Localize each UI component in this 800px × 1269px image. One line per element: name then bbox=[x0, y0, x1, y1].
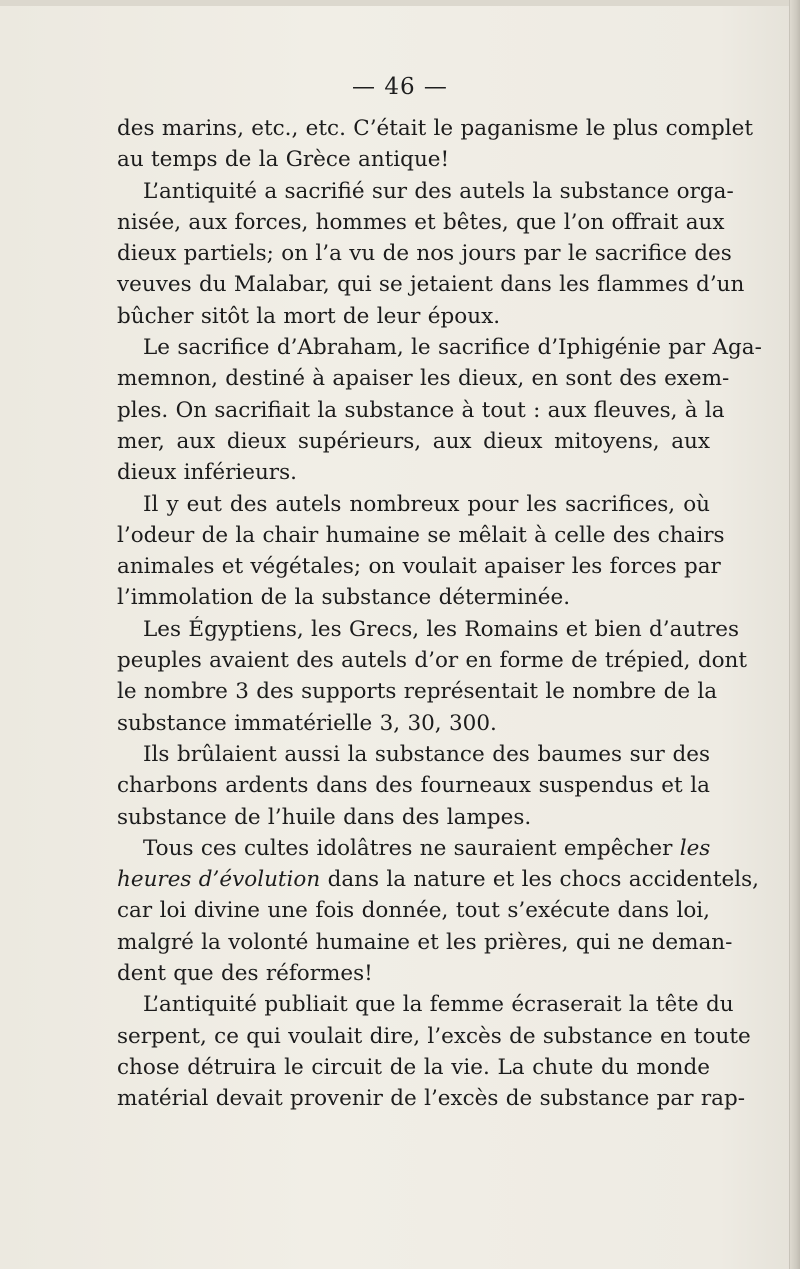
text-line: animales et végétales; on voulait apaiser les forces par bbox=[117, 554, 721, 580]
text-line: matérial devait provenir de l’excès de substance par rap- bbox=[117, 1086, 745, 1112]
text-line: des marins, etc., etc. C’était le paganisme le plus complet bbox=[117, 116, 754, 141]
text-line: substance de l’huile dans des lampes. bbox=[117, 804, 532, 830]
text-line: l’odeur de la chair humaine se mêlait à celle des chairs bbox=[117, 522, 725, 548]
italic-text: les bbox=[679, 835, 711, 861]
text-line bbox=[117, 833, 710, 864]
italic-text: heures d’évolution bbox=[117, 867, 321, 893]
page-right-edge bbox=[789, 0, 800, 1269]
text-line: car loi divine une fois donnée, tout s’exécute dans loi, bbox=[117, 898, 710, 924]
text-line: Les Égyptiens, les Grecs, les Romains et bien d’autres bbox=[143, 616, 739, 642]
text-line: L’antiquité publiait que la femme écraserait la tête du bbox=[143, 992, 734, 1018]
text-line: Ils brûlaient aussi la substance des baumes sur des bbox=[143, 741, 710, 767]
text-segment: dans la nature et les chocs accidentels, bbox=[320, 867, 760, 893]
text-line: substance immatérielle 3, 30, 300. bbox=[117, 710, 497, 736]
text-line: l’immolation de la substance déterminée. bbox=[117, 585, 571, 611]
body-text bbox=[117, 113, 762, 1115]
text-line: chose détruira le circuit de la vie. La chute du monde bbox=[117, 1054, 710, 1080]
page-top-edge bbox=[0, 0, 800, 6]
text-line: charbons ardents dans des fourneaux suspendus et la bbox=[117, 773, 710, 799]
text-line: malgré la volonté humaine et les prières, qui ne deman- bbox=[117, 929, 733, 955]
text-line: le nombre 3 des supports représentait le nombre de la bbox=[117, 679, 718, 705]
text-line: nisée, aux forces, hommes et bêtes, que l’on offrait aux bbox=[117, 209, 725, 235]
text-line: memnon, destiné à apaiser les dieux, en sont des exem- bbox=[117, 366, 730, 392]
text-line: Le sacrifice d’Abraham, le sacrifice d’Iphigénie par Aga- bbox=[143, 335, 762, 361]
text-line: bûcher sitôt la mort de leur époux. bbox=[117, 303, 501, 329]
text-line: au temps de la Grèce antique! bbox=[117, 147, 450, 173]
text-line: dieux partiels; on l’a vu de nos jours par le sacrifice des bbox=[117, 241, 732, 267]
text-line: mer, aux dieux supérieurs, aux dieux mitoyens, aux bbox=[117, 428, 710, 454]
text-line: serpent, ce qui voulait dire, l’excès de substance en toute bbox=[117, 1023, 751, 1049]
text-line: dieux inférieurs. bbox=[117, 460, 297, 486]
text-line bbox=[117, 864, 760, 895]
text-line: dent que des réformes! bbox=[117, 961, 373, 987]
page-number: — 46 — bbox=[352, 74, 448, 100]
text-line: Il y eut des autels nombreux pour les sacrifices, où bbox=[143, 491, 710, 517]
text-segment: Tous ces cultes idolâtres ne sauraient empêcher bbox=[143, 835, 680, 861]
text-line: veuves du Malabar, qui se jetaient dans les flammes d’un bbox=[117, 272, 745, 298]
text-line: peuples avaient des autels d’or en forme de trépied, dont bbox=[117, 648, 748, 674]
text-line: ples. On sacrifiait la substance à tout : aux fleuves, à la bbox=[117, 397, 725, 423]
text-line: L’antiquité a sacrifié sur des autels la substance orga- bbox=[143, 178, 734, 204]
